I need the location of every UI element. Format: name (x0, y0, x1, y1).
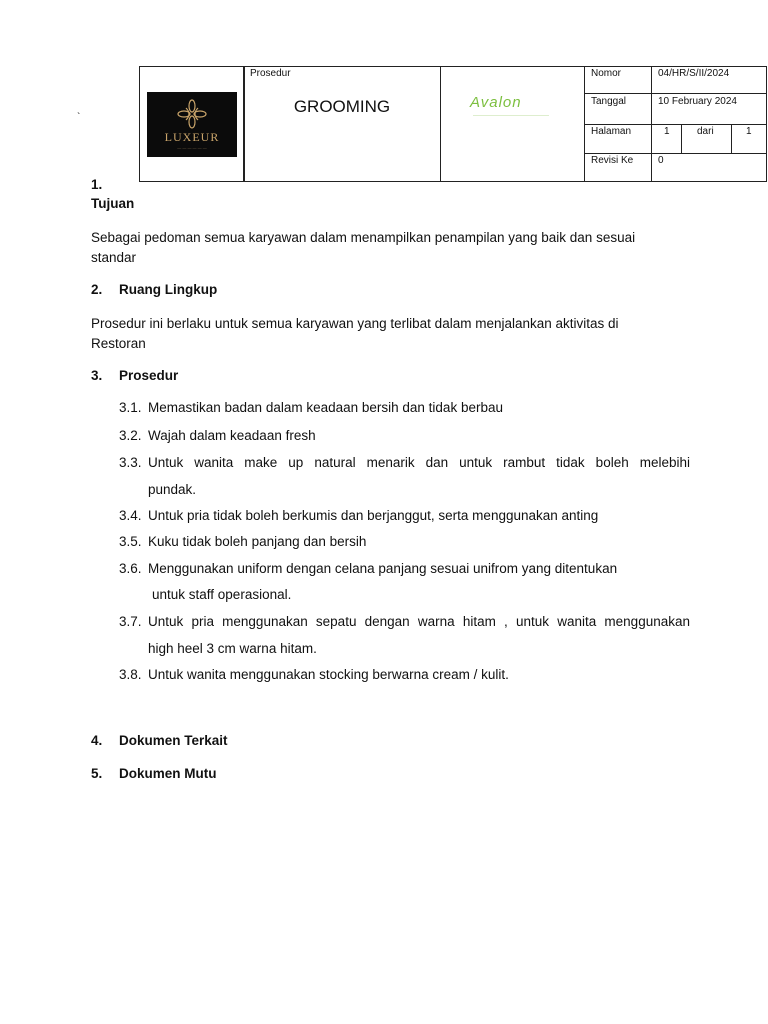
list-item-continuation: high heel 3 cm warna hitam. (148, 641, 317, 656)
prosedur-label: Prosedur (250, 68, 291, 79)
divider (584, 124, 766, 125)
section-2-text: Restoran (91, 336, 146, 351)
list-item: Memastikan badan dalam keadaan bersih dan tidak berbau (148, 400, 503, 415)
section-2-title: Ruang Lingkup (119, 282, 218, 297)
divider (440, 67, 441, 181)
list-item: Menggunakan uniform dengan celana panjang sesuai unifrom yang ditentukan (148, 561, 618, 576)
avalon-tagline: ——————————————————— (473, 112, 549, 117)
section-5-title: Dokumen Mutu (119, 766, 217, 781)
section-2-number: 2. (91, 282, 103, 297)
list-item: Untuk pria tidak boleh berkumis dan berjanggut, serta menggunakan anting (148, 508, 599, 523)
document-header-table (139, 66, 767, 182)
section-3-number: 3. (91, 368, 103, 383)
list-item-continuation: untuk staff operasional. (152, 587, 292, 602)
revisi-value: 0 (658, 155, 664, 166)
document-title: GROOMING (293, 97, 391, 116)
section-1-text: standar (91, 250, 137, 265)
section-5-number: 5. (91, 766, 103, 781)
list-item-number: 3.4. (119, 508, 142, 523)
divider (244, 67, 245, 181)
ornament-icon (147, 92, 237, 132)
list-item-number: 3.2. (119, 428, 142, 443)
logo-tagline: — — — — — — (177, 145, 207, 150)
list-item-number: 3.7. (119, 614, 142, 629)
halaman-value: 1 (664, 126, 670, 137)
divider (584, 93, 766, 94)
nomor-label: Nomor (591, 68, 622, 79)
section-3-title: Prosedur (119, 368, 179, 383)
section-1-number: 1. (91, 177, 103, 192)
list-item-number: 3.1. (119, 400, 142, 415)
stray-mark: ` (77, 112, 81, 123)
section-1-text: Sebagai pedoman semua karyawan dalam menampilkan penampilan yang baik dan sesuai (91, 230, 636, 245)
list-item: Untuk wanita make up natural menarik dan untuk rambut tidak boleh melebihi (148, 455, 690, 470)
section-4-title: Dokumen Terkait (119, 733, 228, 748)
divider (731, 124, 732, 153)
list-item: Untuk pria menggunakan sepatu dengan warna hitam , untuk wanita menggunakan (148, 614, 690, 629)
list-item: Untuk wanita menggunakan stocking berwarna cream / kulit. (148, 667, 509, 682)
list-item: Wajah dalam keadaan fresh (148, 428, 316, 443)
tanggal-label: Tanggal (591, 96, 627, 107)
section-1-title: Tujuan (91, 196, 135, 211)
section-4-number: 4. (91, 733, 103, 748)
dari-value: 1 (746, 126, 752, 137)
logo-wordmark: LUXEUR (164, 130, 220, 144)
list-item-number: 3.5. (119, 534, 142, 549)
list-item-number: 3.8. (119, 667, 142, 682)
divider (681, 124, 682, 153)
luxeur-logo (147, 92, 237, 157)
tanggal-value: 10 February 2024 (658, 96, 737, 107)
nomor-value: 04/HR/S/II/2024 (658, 68, 730, 79)
list-item-number: 3.6. (119, 561, 142, 576)
dari-label: dari (697, 126, 714, 137)
avalon-logo: Avalon (470, 94, 522, 111)
revisi-label: Revisi Ke (591, 155, 634, 166)
list-item: Kuku tidak boleh panjang dan bersih (148, 534, 367, 549)
section-2-text: Prosedur ini berlaku untuk semua karyawan yang terlibat dalam menjalankan aktivitas di (91, 316, 619, 331)
list-item-continuation: pundak. (148, 482, 197, 497)
divider (584, 153, 766, 154)
halaman-label: Halaman (591, 126, 632, 137)
list-item-number: 3.3. (119, 455, 142, 470)
